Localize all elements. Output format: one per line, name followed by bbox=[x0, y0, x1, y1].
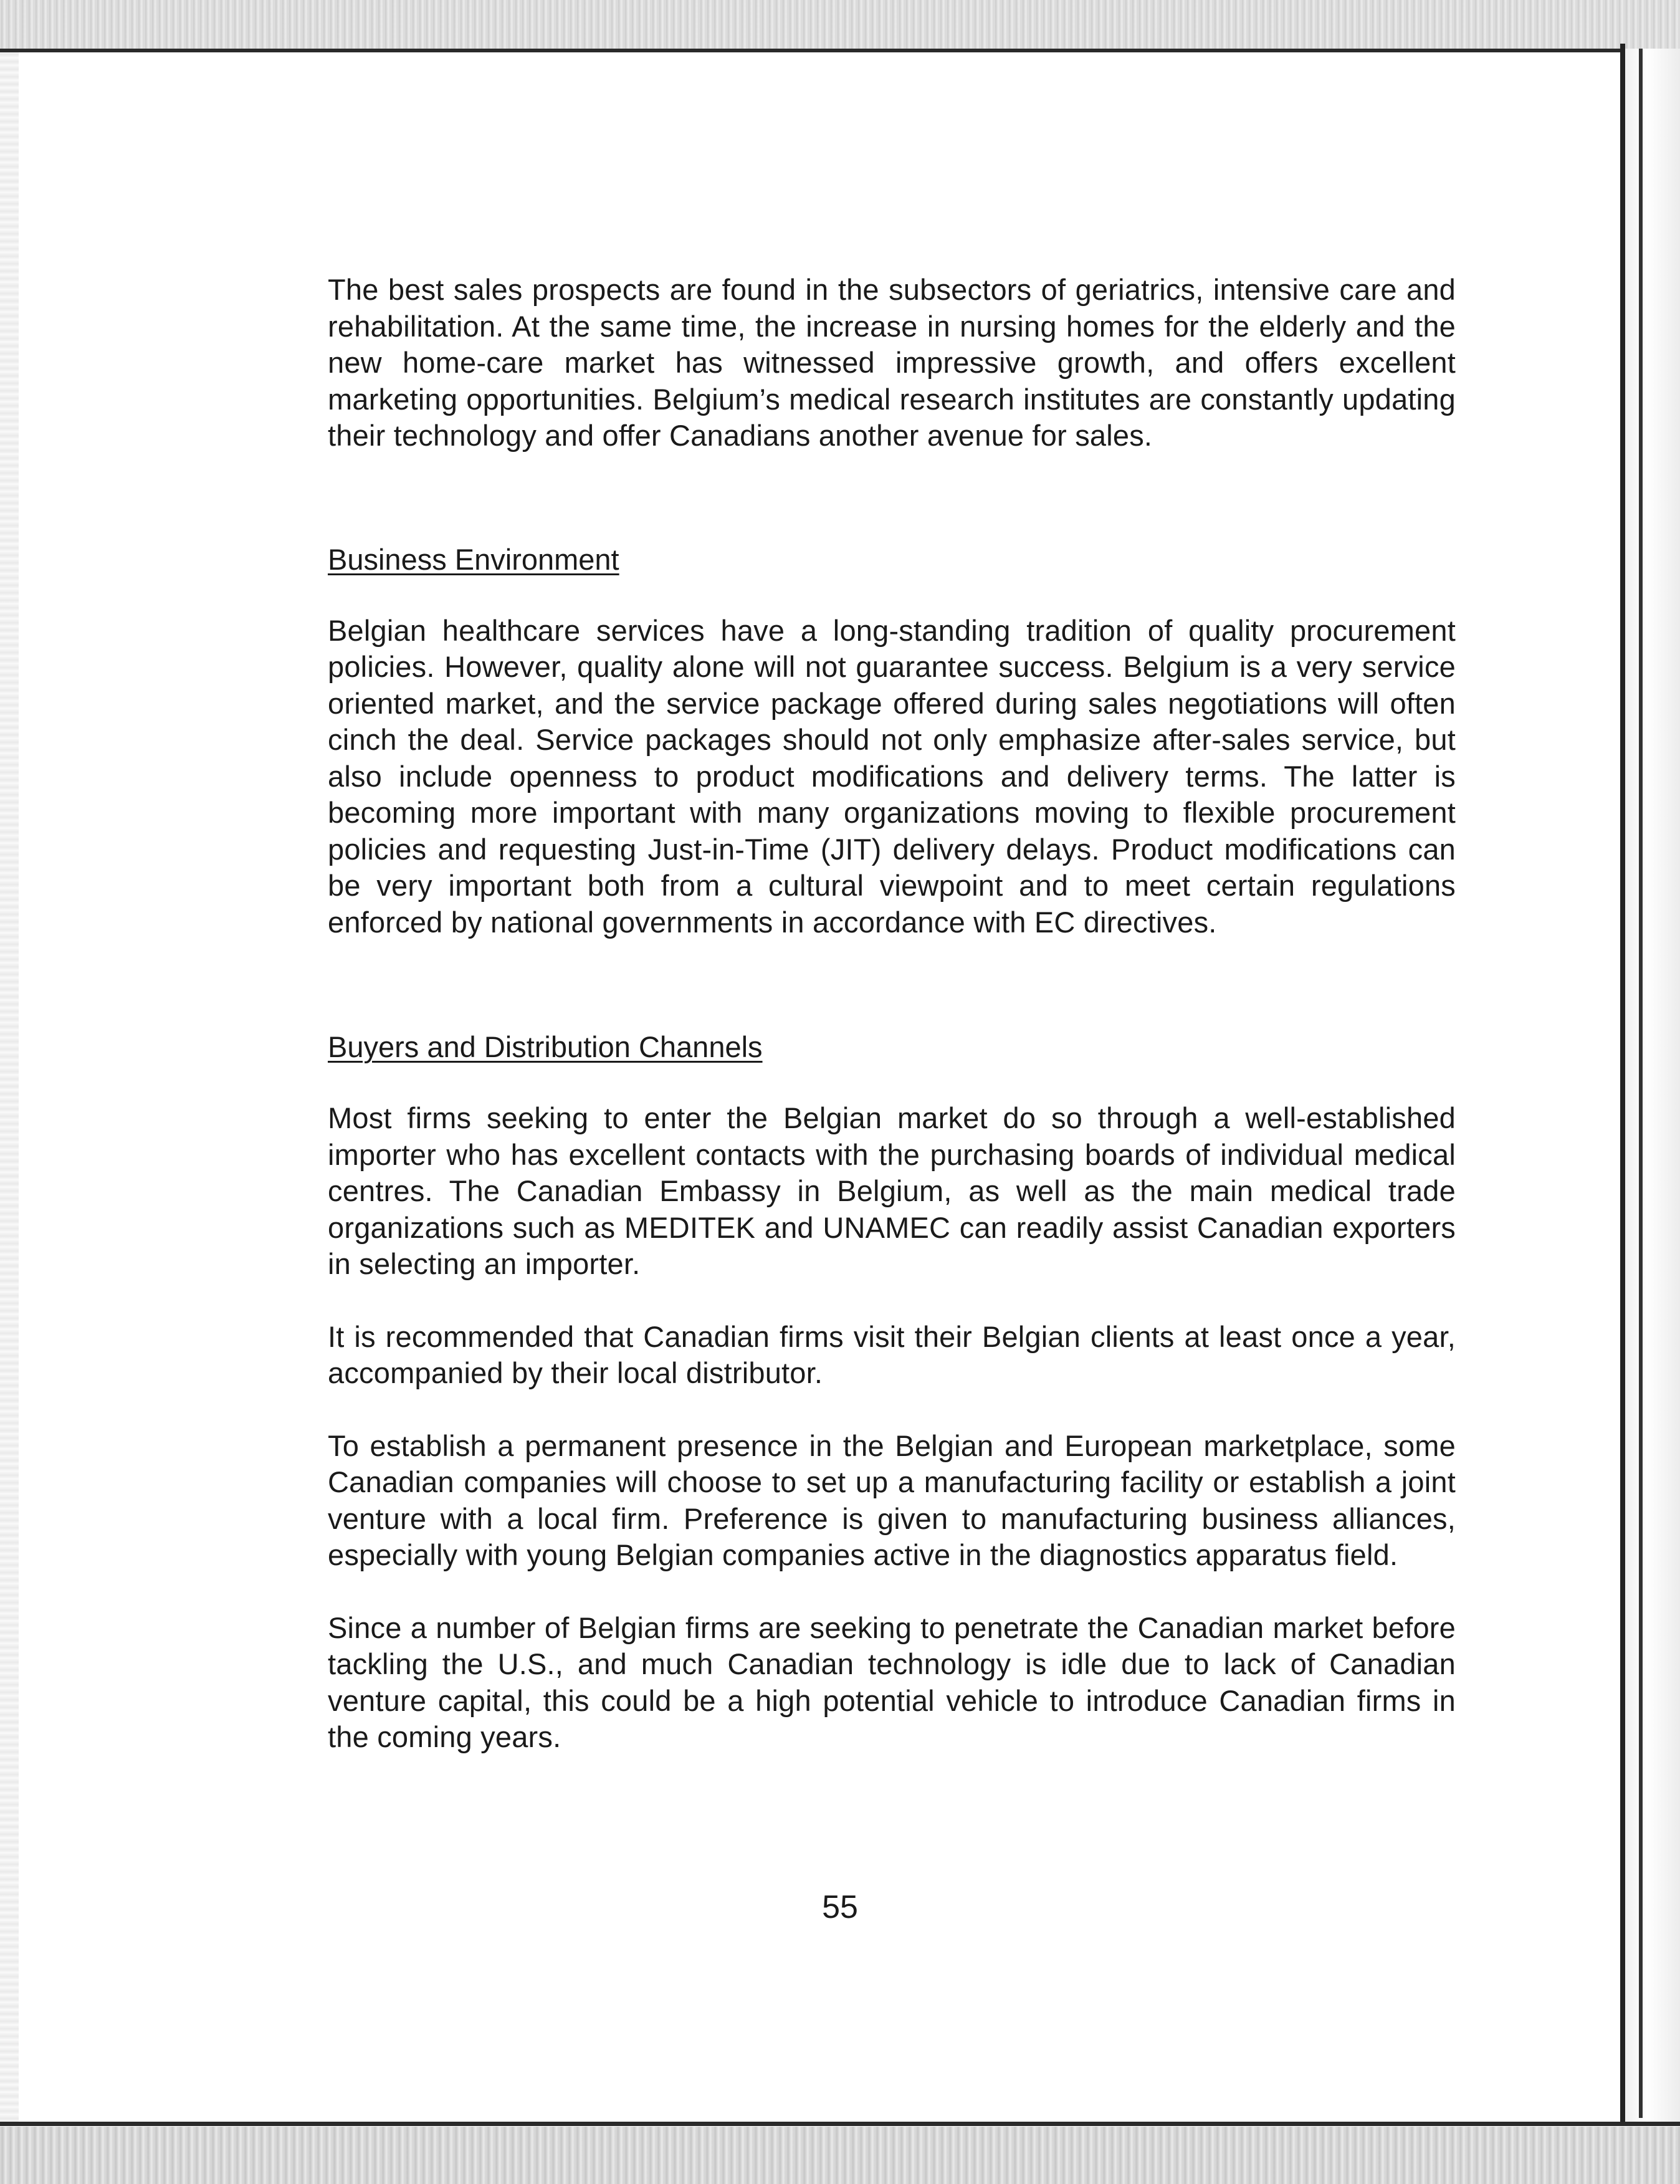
document-body bbox=[328, 272, 1456, 1756]
paragraph-client-visits: It is recommended that Canadian firms visit their Belgian clients at least once a year, accompanied by their local distributor. bbox=[328, 1320, 1456, 1389]
section-heading-buyers-distribution: Buyers and Distribution Channels bbox=[328, 1030, 763, 1063]
page-binding-line-inner bbox=[1639, 49, 1643, 2118]
section-heading-business-environment: Business Environment bbox=[328, 542, 619, 576]
scan-edge-top bbox=[0, 0, 1680, 49]
scan-border-top bbox=[0, 49, 1680, 52]
page-number: 55 bbox=[822, 1889, 858, 1925]
paragraph-permanent-presence: To establish a permanent presence in the Belgian and European marketplace, some Canadian companies will choose to set up a manufacturing facility or establish a joint venture with a local firm. Preference is given to manufacturing business alliances, especially with young Belgian companies active in the diagnostics apparatus field. bbox=[328, 1429, 1456, 1571]
scan-edge-bottom bbox=[0, 2127, 1680, 2184]
paragraph-importers: Most firms seeking to enter the Belgian market do so through a well-established importer who has excellent contacts with the purchasing boards of individual medical centres. The Canadian Embassy in Belgium, as well as the main medical trade organizations such as MEDITEK and UNAMEC can readily assist Canadian exporters in selecting an importer. bbox=[328, 1101, 1456, 1280]
paragraph-venture-capital: Since a number of Belgian firms are seeking to penetrate the Canadian market before tackling the U.S., and much Canadian technology is idle due to lack of Canadian venture capital, this could be a high potential vehicle to introduce Canadian firms in the coming years. bbox=[328, 1611, 1456, 1753]
paragraph-sales-prospects: The best sales prospects are found in the subsectors of geriatrics, intensive care and rehabilitation. At the same time, the increase in nursing homes for the elderly and the new home-care market has witnessed impressive growth, and offers excellent marketing opportunities. Belgium’s medical research institutes are constantly updating their technology and offer Canadians another avenue for sales. bbox=[328, 273, 1456, 452]
paragraph-business-environment: Belgian healthcare services have a long-standing tradition of quality procurement policies. However, quality alone will not guarantee success. Belgium is a very service oriented market, and the service package offered during sales negotiations will often cinch the deal. Service packages should not only emphasize after-sales service, but also include openness to product modifications and delivery terms. The latter is becoming more important with many organizations moving to flexible procurement policies and requesting Just-in-Time (JIT) delivery delays. Product modifications can be very important both from a cultural viewpoint and to meet certain regulations enforced by national governments in accordance with EC directives. bbox=[328, 613, 1456, 939]
scan-border-bottom bbox=[0, 2122, 1680, 2126]
page-binding-line bbox=[1620, 44, 1625, 2125]
page-binding-shade bbox=[1625, 49, 1680, 2124]
scan-edge-left bbox=[0, 52, 19, 2122]
